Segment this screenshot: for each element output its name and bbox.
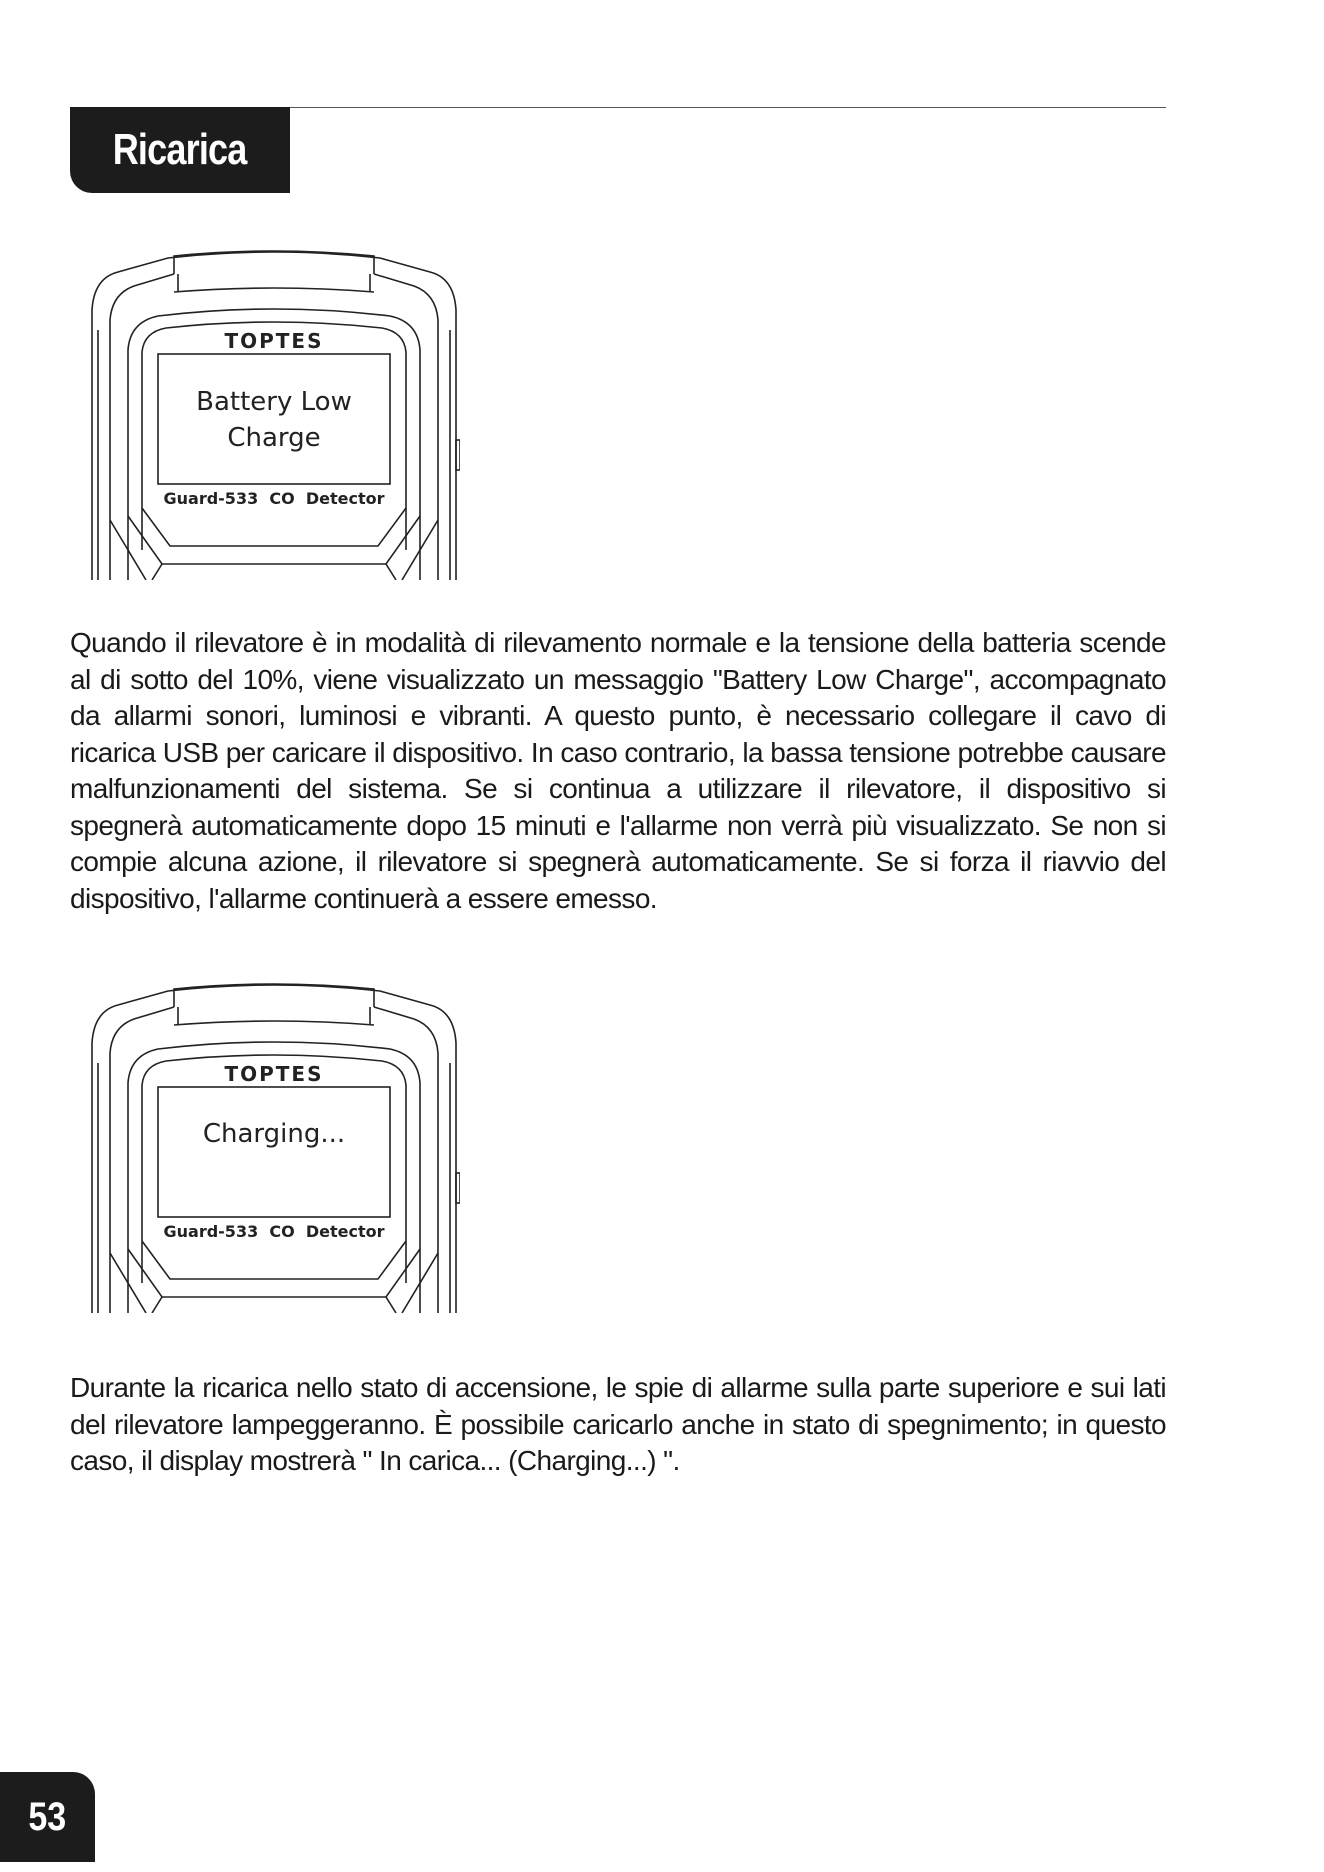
device-illustration-charging — [88, 983, 460, 1313]
header-rule — [290, 107, 1166, 108]
page-number-tab — [0, 1772, 95, 1862]
brand-logo: TOPTES — [224, 1062, 324, 1086]
paragraph-text: Durante la ricarica nello stato di accensione, le spie di allarme sulla parte superiore e sui lati del rilevatore lampeggeranno. È possibile caricarlo anche in stato di spegnimento; in questo caso, il display mostrerà " In carica... (Charging...) ". — [70, 1372, 1166, 1476]
device-illustration-low-battery — [88, 250, 460, 580]
brand-logo: TOPTES — [224, 329, 324, 353]
paragraph-charging — [70, 1370, 1166, 1480]
section-title-tab — [70, 107, 290, 193]
section-title: Ricarica — [113, 125, 247, 174]
page-number: 53 — [28, 1794, 67, 1839]
model-label: Guard-533 CO Detector — [163, 1222, 385, 1241]
model-label: Guard-533 CO Detector — [163, 489, 385, 508]
detector-device-drawing — [88, 983, 460, 1313]
detector-device-drawing — [88, 250, 460, 580]
screen-message-line-1: Charging... — [202, 1119, 346, 1149]
screen-message-line-2: Charge — [227, 423, 321, 453]
paragraph-text: Quando il rilevatore è in modalità di rilevamento normale e la tensione della batteria scende al di sotto del 10%, viene visualizzato un messaggio "Battery Low Charge", accompagnato da allarmi sonori, luminosi e vibranti. A questo punto, è necessario collegare il cavo di ricarica USB per caricare il dispositivo. In caso contrario, la bassa tensione potrebbe causare malfunzionamenti del sistema. Se si continua a utilizzare il rilevatore, il dispositivo si spegnerà automaticamente dopo 15 minuti e l'allarme non verrà più visualizzato. Se non si compie alcuna azione, il rilevatore si spegnerà automaticamente. Se si forza il riavvio del dispositivo, l'allarme continuerà a essere emesso. — [70, 627, 1166, 914]
paragraph-low-battery — [70, 625, 1166, 917]
screen-message-line-1: Battery Low — [196, 387, 352, 417]
